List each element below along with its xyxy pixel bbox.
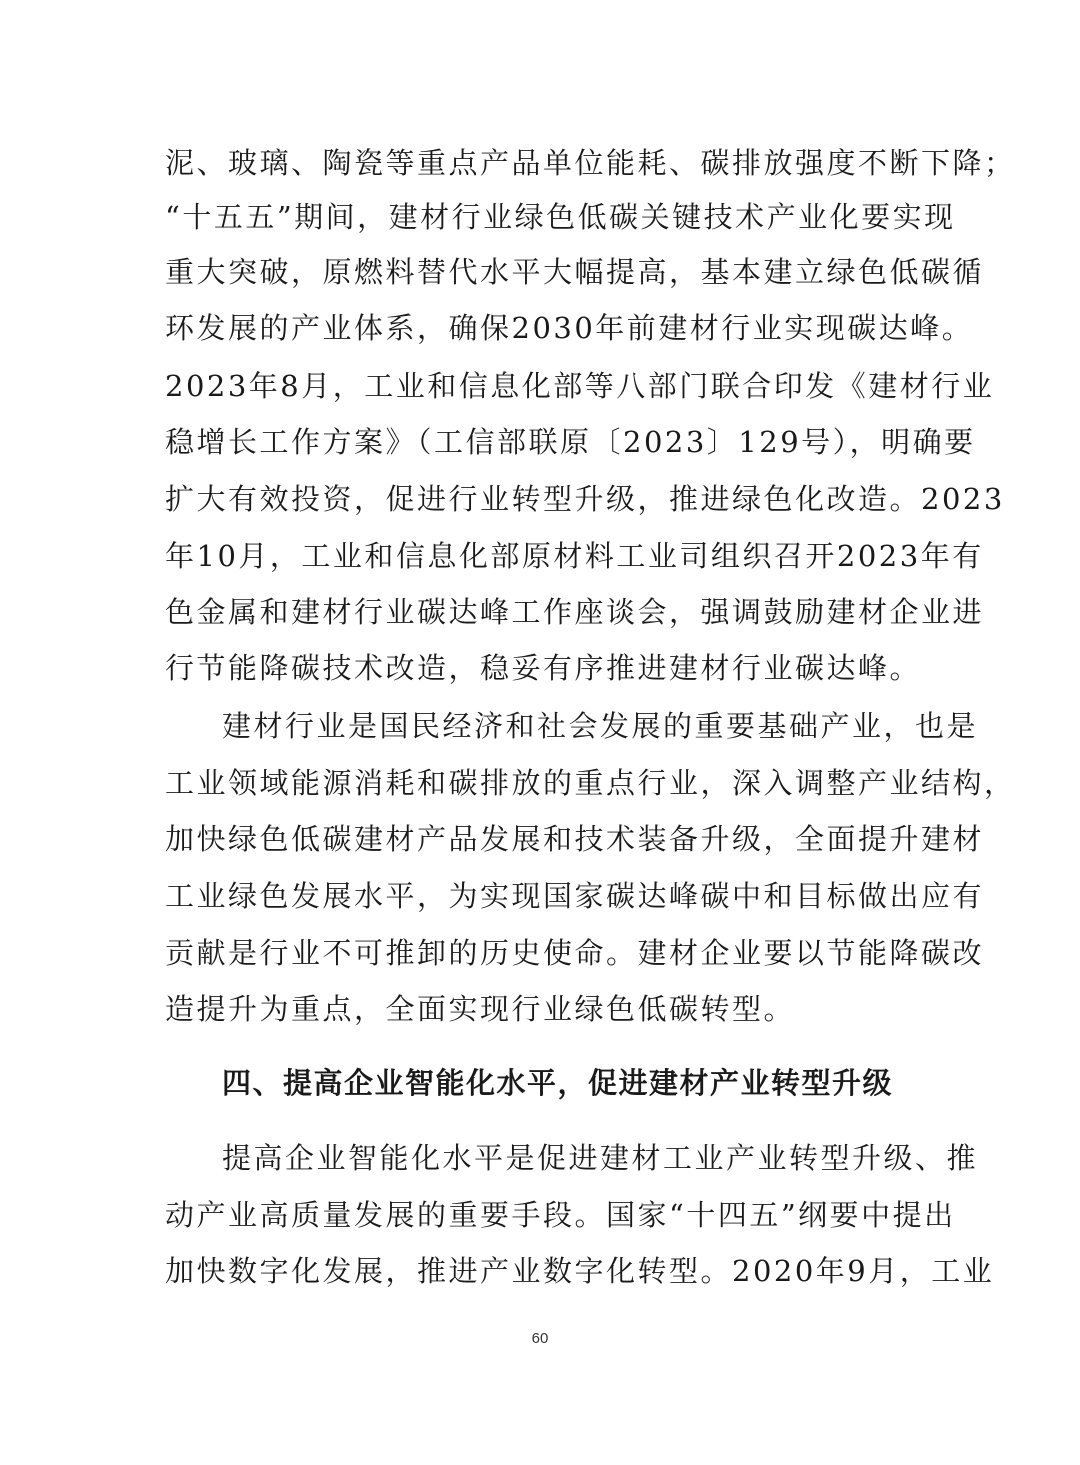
section-heading: 四、提高企业智能化水平，促进建材产业转型升级 xyxy=(222,1066,894,1100)
paragraph-line: 贡献是行业不可推卸的历史使命。建材企业要以节能降碳改 xyxy=(165,936,985,970)
paragraph-line: 工业绿色发展水平，为实现国家碳达峰碳中和目标做出应有 xyxy=(165,879,985,913)
paragraph-line: 色金属和建材行业碳达峰工作座谈会，强调鼓励建材企业进 xyxy=(165,595,985,629)
paragraph-line: 加快绿色低碳建材产品发展和技术装备升级，全面提升建材 xyxy=(165,822,985,856)
paragraph-line: 建材行业是国民经济和社会发展的重要基础产业，也是 xyxy=(222,709,979,743)
paragraph-line: 重大突破，原燃料替代水平大幅提高，基本建立绿色低碳循 xyxy=(165,255,985,289)
page-number: 60 xyxy=(531,1330,549,1347)
paragraph-line: 稳增长工作方案》（工信部联原〔2023〕129号），明确要 xyxy=(165,425,976,459)
paragraph-line: 造提升为重点，全面实现行业绿色低碳转型。 xyxy=(165,992,796,1026)
paragraph-line: 环发展的产业体系，确保2030年前建材行业实现碳达峰。 xyxy=(165,311,974,345)
paragraph-line: 动产业高质量发展的重要手段。国家“十四五”纲要中提出 xyxy=(165,1198,956,1232)
paragraph-line: 提高企业智能化水平是促进建材工业产业转型升级、推 xyxy=(222,1141,979,1175)
paragraph-line: 工业领域能源消耗和碳排放的重点行业，深入调整产业结构， xyxy=(165,766,1016,800)
paragraph-line: 扩大有效投资，促进行业转型升级，推进绿色化改造。2023 xyxy=(165,482,1005,516)
paragraph-line: 泥、玻璃、陶瓷等重点产品单位能耗、碳排放强度不断下降； xyxy=(165,146,1016,180)
paragraph-line: 2023年8月，工业和信息化部等八部门联合印发《建材行业 xyxy=(165,369,995,403)
paragraph-line: “十五五”期间，建材行业绿色低碳关键技术产业化要实现 xyxy=(165,200,956,234)
paragraph-line: 年10月，工业和信息化部原材料工业司组织召开2023年有 xyxy=(165,539,984,573)
paragraph-line: 加快数字化发展，推进产业数字化转型。2020年9月，工业 xyxy=(165,1254,995,1288)
paragraph-line: 行节能降碳技术改造，稳妥有序推进建材行业碳达峰。 xyxy=(165,651,922,685)
